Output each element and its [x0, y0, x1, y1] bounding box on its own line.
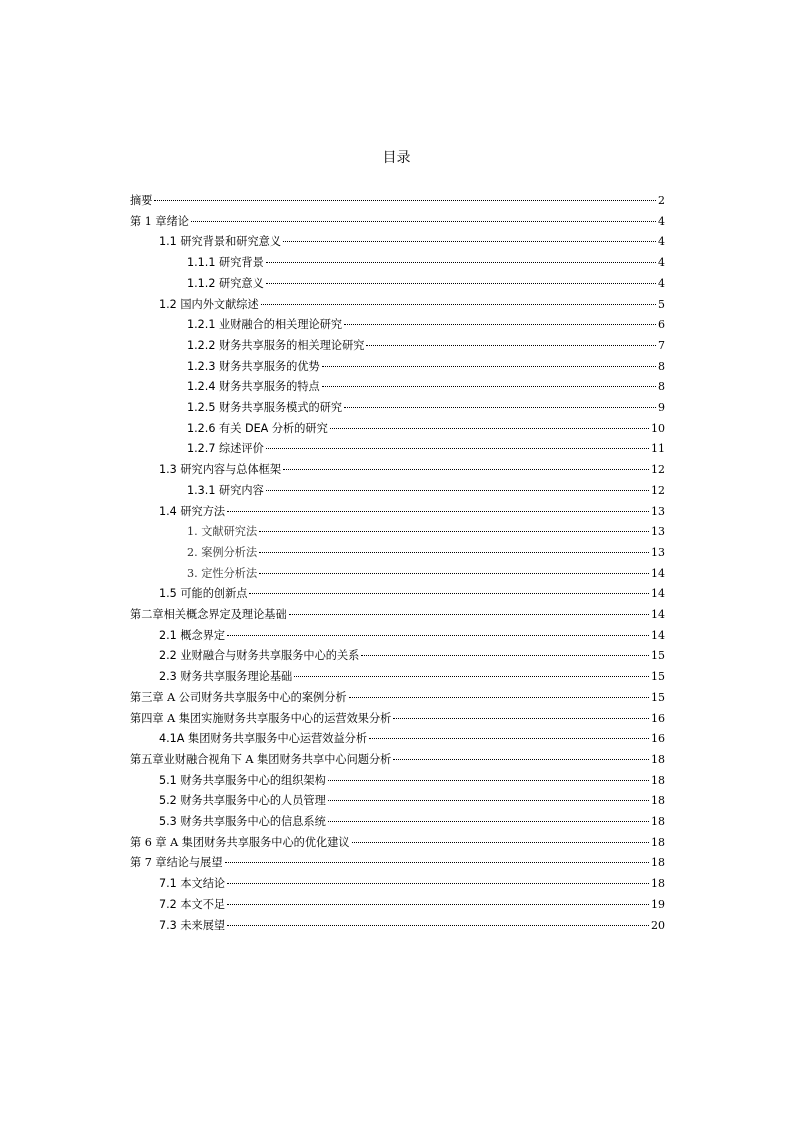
toc-entry-page: 6 — [658, 318, 665, 332]
toc-entry-text: 1.3.1 研究内容 — [187, 483, 264, 497]
toc-entry-text: 1. 文献研究法 — [187, 525, 258, 539]
toc-entry-page: 15 — [651, 690, 665, 704]
toc-leader-dots — [294, 676, 649, 677]
toc-entry-page: 13 — [651, 525, 665, 539]
toc-leader-dots — [154, 200, 656, 201]
toc-leader-dots — [344, 324, 656, 325]
toc-entry-text: 5.2 财务共享服务中心的人员管理 — [159, 794, 326, 808]
toc-leader-dots — [227, 904, 649, 905]
toc-leader-dots — [283, 469, 649, 470]
toc-leader-dots — [266, 448, 649, 449]
toc-title: 目录 — [382, 150, 411, 166]
toc-entry-text: 1.2.7 综述评价 — [187, 442, 264, 456]
toc-entry[interactable] — [159, 895, 665, 916]
toc-leader-dots — [259, 573, 649, 574]
toc-leader-dots — [369, 738, 649, 739]
toc-leader-dots — [266, 490, 649, 491]
toc-leader-dots — [227, 511, 649, 512]
toc-entry-page: 18 — [651, 773, 665, 787]
toc-entry-text: 1.2.1 业财融合的相关理论研究 — [187, 318, 343, 332]
toc-entry[interactable] — [187, 253, 665, 274]
toc-entry[interactable] — [130, 833, 665, 854]
toc-leader-dots — [352, 842, 649, 843]
toc-entry[interactable] — [187, 522, 665, 543]
toc-leader-dots — [225, 862, 649, 863]
toc-entry-page: 13 — [651, 504, 665, 518]
toc-entry-page: 18 — [651, 794, 665, 808]
toc-leader-dots — [328, 780, 649, 781]
toc-entry-text: 5.3 财务共享服务中心的信息系统 — [159, 815, 326, 828]
toc-entry-page: 18 — [651, 877, 665, 891]
toc-entry[interactable] — [130, 750, 665, 771]
toc-entry[interactable] — [159, 232, 665, 253]
toc-entry-page: 11 — [651, 442, 665, 456]
toc-leader-dots — [227, 925, 649, 926]
toc-entry-page: 13 — [651, 545, 665, 559]
toc-leader-dots — [227, 883, 649, 884]
toc-entry[interactable] — [130, 853, 665, 874]
toc-entry-page: 7 — [658, 338, 665, 352]
toc-entry-text: 1.2.4 财务共享服务的特点 — [187, 380, 320, 394]
toc-entry-page: 15 — [651, 649, 665, 663]
toc-entry-text: 5.1 财务共享服务中心的组织架构 — [159, 773, 326, 787]
toc-leader-dots — [283, 241, 656, 242]
toc-leader-dots — [266, 283, 656, 284]
toc-entry-page: 19 — [651, 897, 665, 911]
toc-entry-page: 14 — [651, 628, 665, 642]
toc-leader-dots — [361, 655, 649, 656]
toc-leader-dots — [328, 821, 649, 822]
toc-entry-page: 4 — [658, 276, 665, 290]
toc-entry-page: 2 — [658, 194, 665, 207]
toc-entry[interactable] — [187, 439, 665, 460]
toc-leader-dots — [266, 262, 656, 263]
toc-entry-page: 18 — [651, 815, 665, 828]
toc-entry[interactable] — [187, 274, 665, 295]
toc-entry[interactable] — [159, 502, 665, 523]
toc-entry[interactable] — [159, 812, 665, 833]
toc-entry-text: 1.5 可能的创新点 — [159, 587, 248, 601]
toc-entry-page: 12 — [651, 483, 665, 497]
toc-entry[interactable] — [187, 377, 665, 398]
toc-entry[interactable] — [159, 646, 665, 667]
toc-leader-dots — [289, 614, 649, 615]
toc-leader-dots — [344, 407, 656, 408]
toc-entry-page: 16 — [651, 732, 665, 746]
toc-entry[interactable] — [187, 419, 665, 440]
toc-entry-text: 第 1 章绪论 — [130, 214, 189, 228]
toc-leader-dots — [191, 221, 656, 222]
toc-leader-dots — [227, 635, 649, 636]
toc-entry-page: 18 — [651, 835, 665, 849]
toc-entry-text: 1.2 国内外文献综述 — [159, 297, 259, 311]
toc-entry[interactable] — [130, 191, 665, 212]
toc-entry[interactable] — [187, 336, 665, 357]
toc-entry-text: 7.2 本文不足 — [159, 897, 226, 911]
toc-entry-text: 7.1 本文结论 — [159, 877, 226, 891]
toc-entry-page: 8 — [658, 359, 665, 373]
toc-entry-text: 1.4 研究方法 — [159, 504, 226, 518]
toc-entry[interactable] — [130, 709, 665, 730]
toc-entry[interactable] — [187, 357, 665, 378]
toc-entry-page: 12 — [651, 463, 665, 477]
toc-entry-text: 1.2.2 财务共享服务的相关理论研究 — [187, 338, 365, 352]
toc-entry-page: 14 — [651, 587, 665, 601]
toc-entry-text: 2.3 财务共享服务理论基础 — [159, 670, 293, 684]
toc-entry-page: 4 — [658, 256, 665, 270]
toc-entry[interactable] — [159, 791, 665, 812]
toc-entry[interactable] — [159, 460, 665, 481]
toc-entry[interactable] — [187, 543, 665, 564]
toc-entry-page: 18 — [651, 752, 665, 766]
toc-entry-page: 9 — [658, 401, 665, 414]
toc-entry[interactable] — [130, 605, 665, 626]
toc-entry-page: 8 — [658, 380, 665, 394]
toc-entry[interactable] — [130, 212, 665, 233]
toc-entry-page: 4 — [658, 214, 665, 228]
toc-entry-text: 1.3 研究内容与总体框架 — [159, 463, 282, 477]
toc-leader-dots — [349, 697, 649, 698]
toc-entry-text: 第三章 A 公司财务共享服务中心的案例分析 — [130, 690, 347, 704]
toc-entry-text: 7.3 未来展望 — [159, 918, 226, 932]
toc-entry-text: 2. 案例分析法 — [187, 545, 258, 559]
toc-entry-text: 1.2.3 财务共享服务的优势 — [187, 359, 320, 373]
toc-entry[interactable] — [159, 771, 665, 792]
toc-leader-dots — [249, 593, 649, 594]
toc-leader-dots — [259, 531, 649, 532]
toc-entry-page: 5 — [658, 297, 665, 311]
toc-entry-text: 第四章 A 集团实施财务共享服务中心的运营效果分析 — [130, 711, 392, 725]
toc-entry-text: 1.2.5 财务共享服务模式的研究 — [187, 401, 343, 414]
toc-entry-text: 1.1 研究背景和研究意义 — [159, 235, 282, 249]
toc-leader-dots — [393, 718, 649, 719]
toc-entry-text: 1.1.2 研究意义 — [187, 276, 264, 290]
toc-entry-text: 摘要 — [130, 194, 153, 207]
toc-entry-text: 第 7 章结论与展望 — [130, 856, 223, 870]
toc-entry[interactable] — [187, 481, 665, 502]
toc-entry-page: 20 — [651, 918, 665, 932]
toc-leader-dots — [322, 386, 656, 387]
toc-entry[interactable] — [159, 729, 665, 750]
toc-entry-page: 15 — [651, 670, 665, 684]
toc-entry-page: 4 — [658, 235, 665, 249]
toc-entry[interactable] — [187, 564, 665, 585]
toc-entry[interactable] — [159, 295, 665, 316]
toc-entry-text: 4.1A 集团财务共享服务中心运营效益分析 — [159, 732, 368, 746]
toc-leader-dots — [259, 552, 649, 553]
toc-entry-text: 1.1.1 研究背景 — [187, 256, 264, 270]
toc-entry[interactable] — [159, 667, 665, 688]
toc-leader-dots — [330, 428, 649, 429]
toc-entry-text: 第五章业财融合视角下 A 集团财务共享中心问题分析 — [130, 752, 392, 766]
toc-entry-page: 14 — [651, 608, 665, 621]
toc-entry[interactable] — [187, 315, 665, 336]
toc-entry[interactable] — [159, 584, 665, 605]
toc-leader-dots — [261, 304, 656, 305]
toc-entry-page: 16 — [651, 711, 665, 725]
toc-entry-page: 14 — [651, 566, 665, 580]
toc-entry-text: 2.1 概念界定 — [159, 628, 226, 642]
toc-entry[interactable] — [187, 398, 665, 419]
toc-leader-dots — [366, 345, 656, 346]
toc-leader-dots — [322, 366, 656, 367]
toc-entry[interactable] — [159, 874, 665, 895]
toc-entry-text: 1.2.6 有关 DEA 分析的研究 — [187, 421, 328, 435]
toc-entry[interactable] — [159, 916, 665, 937]
toc-entry-page: 10 — [651, 421, 665, 435]
toc-entry-text: 2.2 业财融合与财务共享服务中心的关系 — [159, 649, 360, 663]
toc-entry[interactable] — [130, 688, 665, 709]
toc-entry-text: 第二章相关概念界定及理论基础 — [130, 608, 287, 621]
toc-entry-text: 第 6 章 A 集团财务共享服务中心的优化建议 — [130, 835, 350, 849]
toc-leader-dots — [328, 800, 649, 801]
toc-entry[interactable] — [159, 626, 665, 647]
toc-entry-page: 18 — [651, 856, 665, 870]
toc-entry-text: 3. 定性分析法 — [187, 566, 258, 580]
toc-leader-dots — [393, 759, 649, 760]
